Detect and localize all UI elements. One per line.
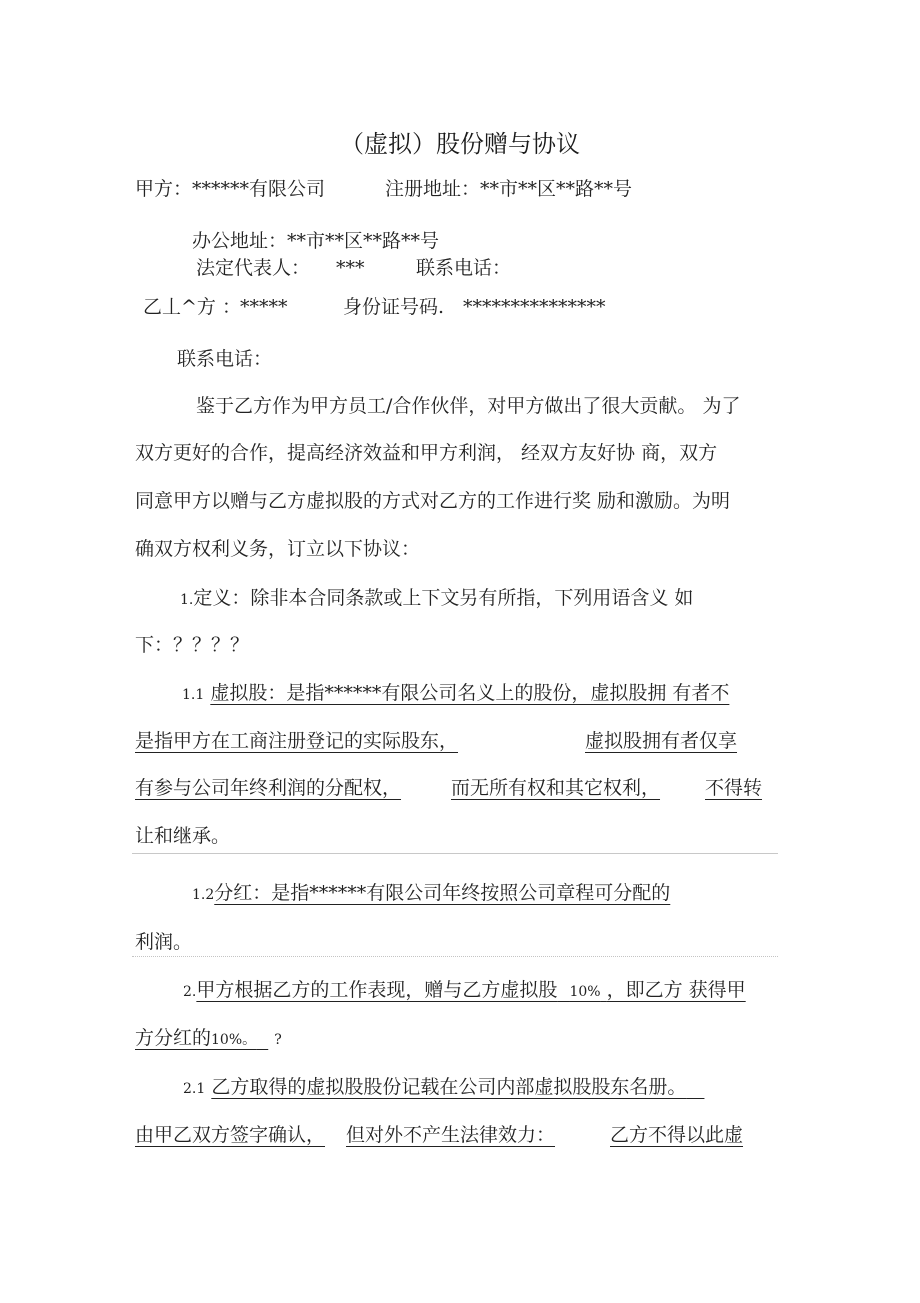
dotted-divider bbox=[132, 956, 778, 957]
clause-2-line-2: 方分红的10%。 ? bbox=[135, 1027, 282, 1049]
clause-2-percent-2: 10%。 bbox=[211, 1032, 257, 1048]
party-b-id-value: *************** bbox=[463, 296, 606, 318]
clause-1-1-line-2a: 是指甲方在工商注册登记的实际股东， bbox=[135, 730, 459, 752]
party-a-rep-value: *** bbox=[336, 257, 365, 279]
clause-2-1-line-2a: 由甲乙双方签字确认， bbox=[135, 1124, 326, 1146]
party-b-name-label: 乙丄^方 ： bbox=[143, 296, 241, 318]
preamble-line-4: 确双方权利义务，订立以下协议： bbox=[135, 538, 421, 560]
clause-1-2-line-1 bbox=[192, 880, 670, 908]
divider bbox=[132, 853, 778, 854]
clause-2-number: 2. bbox=[183, 984, 197, 1000]
clause-1-1-number: 1.1 bbox=[182, 687, 205, 703]
clause-2-percent: 10% bbox=[569, 984, 601, 1000]
clause-1-2-line-2: 利润。 bbox=[135, 931, 193, 953]
clause-1-1-text: 虚拟股：是指******有限公司名义上的股份，虚拟股拥 有者不 bbox=[210, 682, 730, 704]
party-b-name-value: ***** bbox=[240, 296, 288, 318]
clause-2-1-number: 2.1 bbox=[183, 1081, 206, 1097]
party-b-id-label: 身份证号码. bbox=[343, 296, 445, 318]
clause-1-2-text: 分红：是指******有限公司年终按照公司章程可分配的 bbox=[214, 882, 671, 904]
party-a-phone-label: 联系电话： bbox=[416, 257, 512, 279]
clause-2-1-line-2c: 乙方不得以此虚 bbox=[610, 1124, 744, 1146]
party-a-name: 甲方：******有限公司 bbox=[135, 178, 326, 200]
clause-1-text: 定义：除非本合同条款或上下文另有所指，下列用语含义 如 bbox=[193, 587, 694, 609]
document-title: （虚拟）股份赠与协议 bbox=[340, 130, 580, 158]
clause-1-line-1 bbox=[180, 585, 693, 613]
clause-1-1-line-1 bbox=[182, 680, 729, 708]
clause-1-line-2: 下：？？？？ bbox=[135, 634, 250, 656]
preamble-line-2: 双方更好的合作，提高经济效益和甲方利润， 经双方友好协 商，双方 bbox=[135, 442, 718, 464]
clause-1-1-line-3b: 而无所有权和其它权利， bbox=[451, 777, 661, 799]
party-b-phone-label: 联系电话： bbox=[177, 348, 273, 370]
party-a-office-address: 办公地址：**市**区**路**号 bbox=[192, 230, 440, 252]
clause-2-1-text: 乙方取得的虚拟股股份记载在公司内部虚拟股股东名册。 bbox=[211, 1076, 687, 1098]
preamble-line-3: 同意甲方以赠与乙方虚拟股的方式对乙方的工作进行奖 励和激励。为明 bbox=[135, 490, 731, 512]
clause-1-2-number: 1.2 bbox=[192, 887, 215, 903]
clause-1-1-line-3a: 有参与公司年终利润的分配权， bbox=[135, 777, 402, 799]
clause-1-1-line-4: 让和继承。 bbox=[135, 825, 231, 847]
clause-1-1-line-2b: 虚拟股拥有者仅享 bbox=[585, 730, 738, 752]
clause-2-1-line-1 bbox=[183, 1074, 704, 1102]
party-a-registered-address: 注册地址：**市**区**路**号 bbox=[385, 178, 633, 200]
clause-2-1-line-2b: 但对外不产生法律效力： bbox=[346, 1124, 556, 1146]
party-a-rep-label: 法定代表人： bbox=[196, 257, 311, 279]
clause-1-1-line-3c: 不得转 bbox=[705, 777, 763, 799]
clause-1-number: 1. bbox=[180, 592, 194, 608]
clause-2-line-1: 2.甲方根据乙方的工作表现，赠与乙方虚拟股 10% ，即乙方 获得甲 bbox=[183, 979, 746, 1001]
preamble-line-1: 鉴于乙方作为甲方员工/合作伙伴，对甲方做出了很大贡献。 为了 bbox=[196, 395, 741, 417]
